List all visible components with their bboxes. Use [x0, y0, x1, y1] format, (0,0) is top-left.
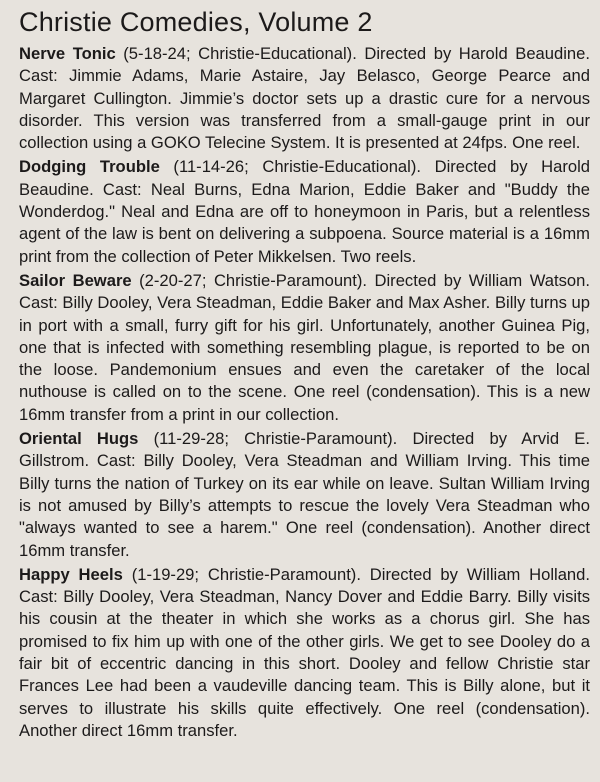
film-entry-nerve-tonic — [19, 43, 590, 154]
film-entry-oriental-hugs — [19, 428, 590, 562]
film-title: Dodging Trouble — [19, 157, 160, 177]
film-entry-sailor-beware — [19, 270, 590, 426]
film-description: (2-20-27; Christie-Paramount). Directed by William Watson. Cast: Billy Dooley, Vera Steadman, Eddie Baker and Max Asher. Billy turns up in port with a small, furry gift for his girl. Unfortunately, another Guinea Pig, one that is infected with something resembling plague, is reported to be on the loose. Pandemonium ensues and even the caretaker of the local nuthouse is called on to the scene. One reel (condensation). This is a new 16mm transfer from a print in our collection. — [19, 270, 590, 424]
film-entry-happy-heels — [19, 564, 590, 742]
page-title: Christie Comedies, Volume 2 — [19, 7, 373, 37]
film-entry-dodging-trouble — [19, 156, 590, 267]
film-title: Sailor Beware — [19, 270, 132, 290]
film-description: (11-14-26; Christie-Educational). Directed by Harold Beaudine. Cast: Neal Burns, Edna Marion, Eddie Baker and "Buddy the Wonderdog." Neal and Edna are off to honeymoon in Paris, but a relentless agent of the law is bent on delivering a subpoena. Source material is a 16mm print from the collection of Peter Mikkelsen. Two reels. — [19, 157, 590, 266]
film-title: Oriental Hugs — [19, 429, 139, 449]
film-title: Happy Heels — [19, 564, 123, 584]
film-description: (11-29-28; Christie-Paramount). Directed by Arvid E. Gillstrom. Cast: Billy Dooley, Vera Steadman and William Irving. This time Billy turns the nation of Turkey on its ear while on leave. Sultan William Irving is not amused by Billy’s attempts to rescue the lovely Vera Steadman who "always wanted to see a harem." One reel (condensation). Another direct 16mm transfer. — [19, 429, 590, 560]
film-description: (1-19-29; Christie-Paramount). Directed by William Holland. Cast: Billy Dooley, Vera Steadman, Nancy Dover and Eddie Barry. Billy visits his cousin at the theater in which she works as a chorus girl. She has promised to fix him up with one of the other girls. We get to see Dooley do a fair bit of eccentric dancing in this short. Dooley and fellow Christie star Frances Lee had been a vaudeville dancing team. This is Billy alone, but it serves to illustrate his skills quite effectively. One reel (condensation). Another direct 16mm transfer. — [19, 564, 590, 740]
film-description: (5-18-24; Christie-Educational). Directed by Harold Beaudine. Cast: Jimmie Adams, Marie Astaire, Jay Belasco, George Pearce and Margaret Cullington. Jimmie’s doctor sets up a drastic cure for a nervous disorder. This version was transferred from a small-gauge print in our collection using a GOKO Telecine System. It is presented at 24fps. One reel. — [19, 44, 590, 153]
film-title: Nerve Tonic — [19, 44, 116, 63]
